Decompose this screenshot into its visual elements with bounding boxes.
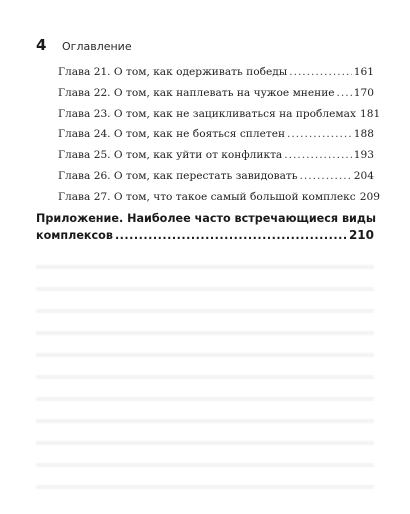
- toc-entry-chapter-26[interactable]: [58, 170, 374, 191]
- toc-entry-title: Глава 25. О том, как уйти от конфликта: [58, 149, 283, 162]
- toc-entry-chapter-27[interactable]: [58, 190, 380, 212]
- toc-entry-page: 170: [353, 86, 374, 99]
- toc-entry-title: Глава 23. О том, как не зацикливаться на проблемах: [58, 107, 356, 120]
- toc-entry-title: Глава 22. О том, как наплевать на чужое мнение: [58, 86, 335, 99]
- toc-entry-chapter-24[interactable]: [58, 128, 374, 149]
- toc-leader-dots: [115, 229, 347, 242]
- toc-entry-page: 204: [353, 169, 374, 182]
- toc-entry-chapter-21[interactable]: [58, 66, 374, 87]
- toc-entry-appendix[interactable]: [36, 212, 377, 244]
- appendix-title-line1: Приложение. Наиболее часто встречающиеся виды: [36, 212, 377, 225]
- toc-leader-dots: [337, 87, 352, 99]
- toc-entry-chapter-23[interactable]: [58, 107, 381, 129]
- page-number: 4: [36, 36, 47, 54]
- toc-entry-page: 188: [353, 128, 374, 141]
- toc-entry-chapter-25[interactable]: [58, 149, 374, 170]
- toc-leader-dots: [287, 128, 352, 140]
- toc-entry-chapter-22[interactable]: [58, 87, 374, 108]
- bleed-through-background: [36, 252, 374, 502]
- running-head: Оглавление: [62, 40, 132, 53]
- toc-entry-page: 161: [353, 66, 374, 78]
- toc-entry-page: 181: [359, 107, 381, 120]
- toc-entry-title: Глава 27. О том, что такое самый большой комплекс: [58, 190, 356, 203]
- appendix-page: 210: [348, 228, 374, 242]
- toc-entry-page: 209: [359, 190, 380, 203]
- appendix-title-line2-row: [36, 228, 374, 244]
- toc-entry-page: 193: [353, 149, 374, 162]
- page-header: [36, 36, 132, 54]
- toc-entry-title: Глава 24. О том, как не бояться сплетен: [58, 128, 286, 141]
- table-of-contents: [58, 66, 381, 212]
- toc-leader-dots: [300, 170, 352, 182]
- toc-leader-dots: [284, 149, 352, 161]
- toc-entry-title: Глава 21. О том, как одерживать победы: [58, 66, 288, 78]
- toc-entry-title: Глава 26. О том, как перестать завидовать: [58, 169, 298, 182]
- toc-leader-dots: [289, 66, 352, 78]
- appendix-title-line2: комплексов: [36, 229, 113, 242]
